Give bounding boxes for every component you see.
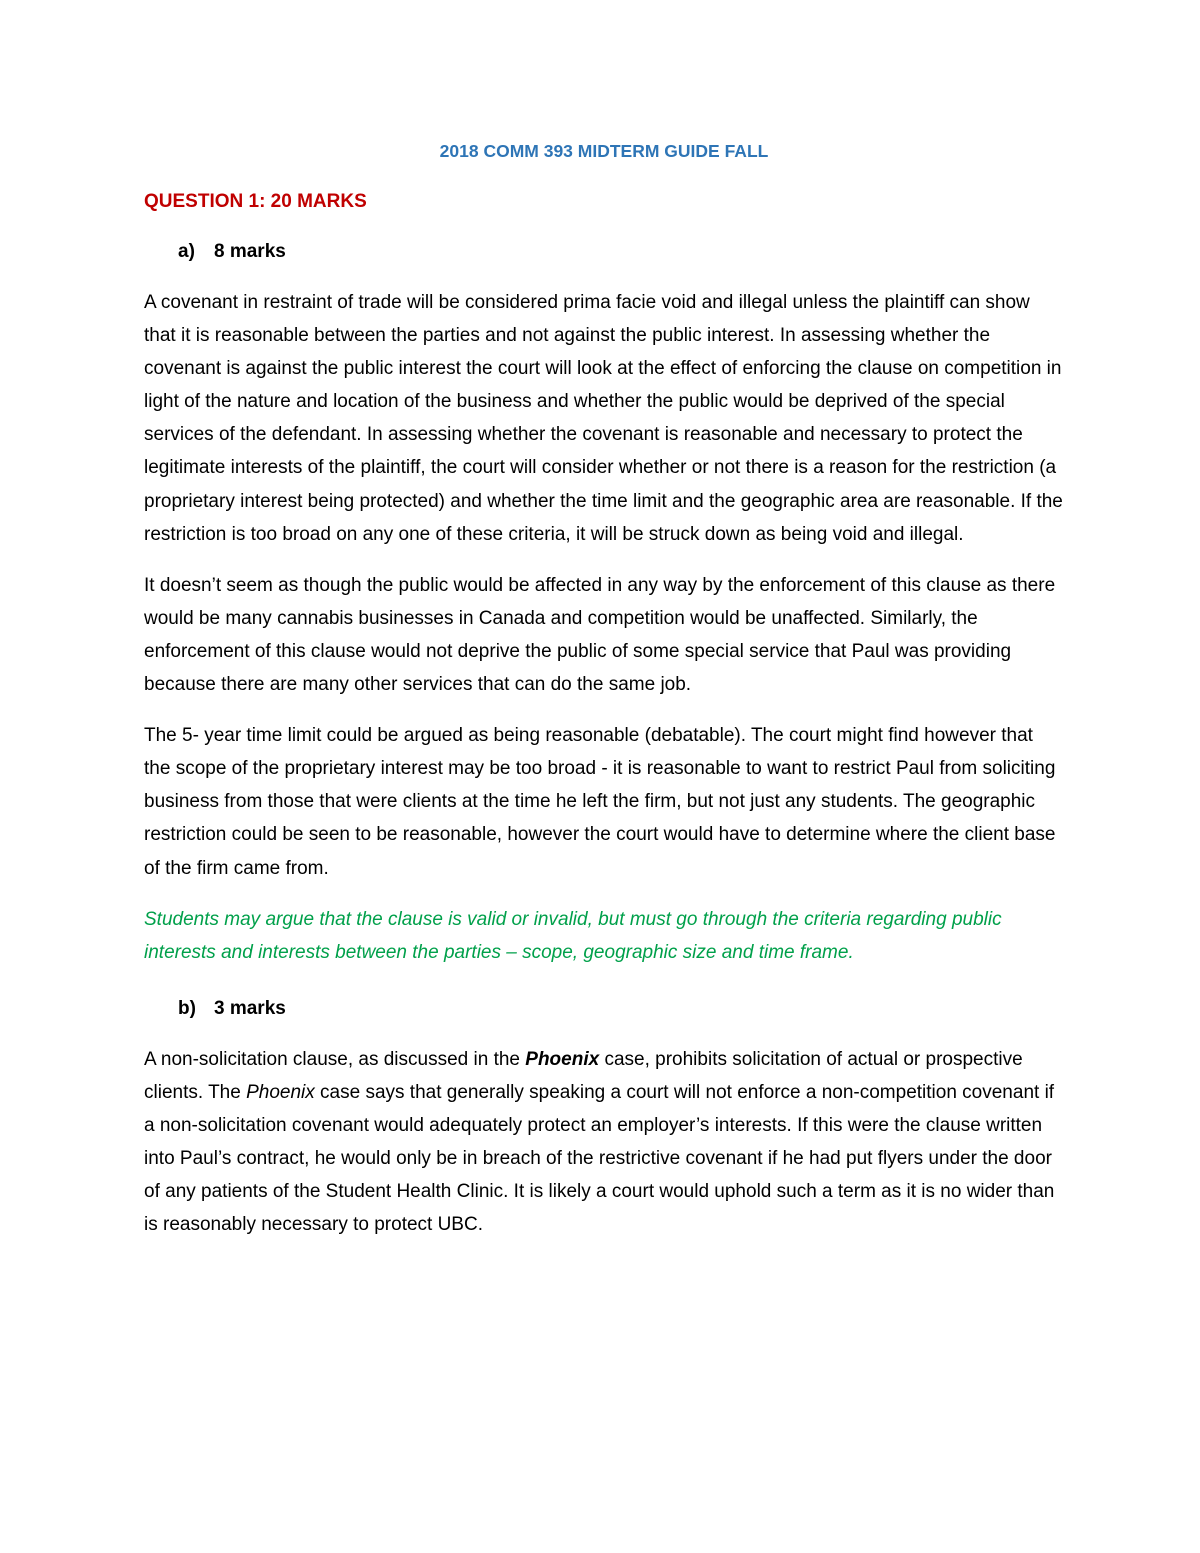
part-a-label: a) [178, 241, 195, 262]
part-b-marks: 3 marks [214, 997, 286, 1019]
document-title: 2018 COMM 393 MIDTERM GUIDE FALL [439, 141, 769, 161]
part-b-label: b) [178, 997, 196, 1019]
part-b-paragraph [144, 1043, 1064, 1242]
document-page [144, 140, 1064, 1259]
part-a-marks: 8 marks [214, 241, 286, 262]
part-a-paragraph-1: A covenant in restraint of trade will be considered prima facie void and illegal unless the plaintiff can show that it is reasonable between the parties and not against the public interest. In assessing whether the covenant is against the public interest the court will look at the effect of enforcing the clause on competition in light of the nature and location of the business and whether the public would be deprived of the special services of the defendant. In assessing whether the covenant is reasonable and necessary to protect the legitimate interests of the plaintiff, the court will consider whether or not there is a reason for the restriction (a proprietary interest being protected) and whether the time limit and the geographic area are reasonable. If the restriction is too broad on any one of these criteria, it will be struck down as being void and illegal. [144, 292, 1063, 545]
part-a-paragraph-2: It doesn’t seem as though the public would be affected in any way by the enforcement of this clause as there would be many cannabis businesses in Canada and competition would be unaffected. Similarly, the enforcement of this clause would not deprive the public of some special service that Paul was providing because there are many other services that can do the same job. [144, 574, 1056, 696]
case-name-phoenix: Phoenix [525, 1048, 600, 1070]
case-name-phoenix-italic: Phoenix [246, 1081, 315, 1103]
question-heading: QUESTION 1: 20 MARKS [144, 191, 367, 212]
part-a-paragraph-3: The 5- year time limit could be argued as being reasonable (debatable). The court might find however that the scope of the proprietary interest may be too broad - it is reasonable to want to restrict Paul from soliciting business from those that were clients at the time he left the firm, but not just any students. The geographic restriction could be seen to be reasonable, however the court would have to determine where the client base of the firm came from. [144, 725, 1056, 879]
part-a-heading [144, 240, 1064, 264]
part-b-text-1: A non-solicitation clause, as discussed in the [144, 1048, 526, 1070]
part-b-text-2: case, prohibits solicitation of actual or prospective clients. The [144, 1048, 1023, 1103]
part-b-heading [144, 997, 1064, 1021]
marking-note: Students may argue that the clause is valid or invalid, but must go through the criteria regarding public interests and interests between the parties – scope, geographic size and time frame. [144, 908, 1002, 963]
part-b-text-3: case says that generally speaking a court will not enforce a non-competition covenant if a non-solicitation covenant would adequately protect an employer’s interests. If this were the clause written into Paul’s contract, he would only be in breach of the restrictive covenant if he had put flyers under the door of any patients of the Student Health Clinic. It is likely a court would uphold such a term as it is no wider than is reasonably necessary to protect UBC. [144, 1081, 1055, 1236]
